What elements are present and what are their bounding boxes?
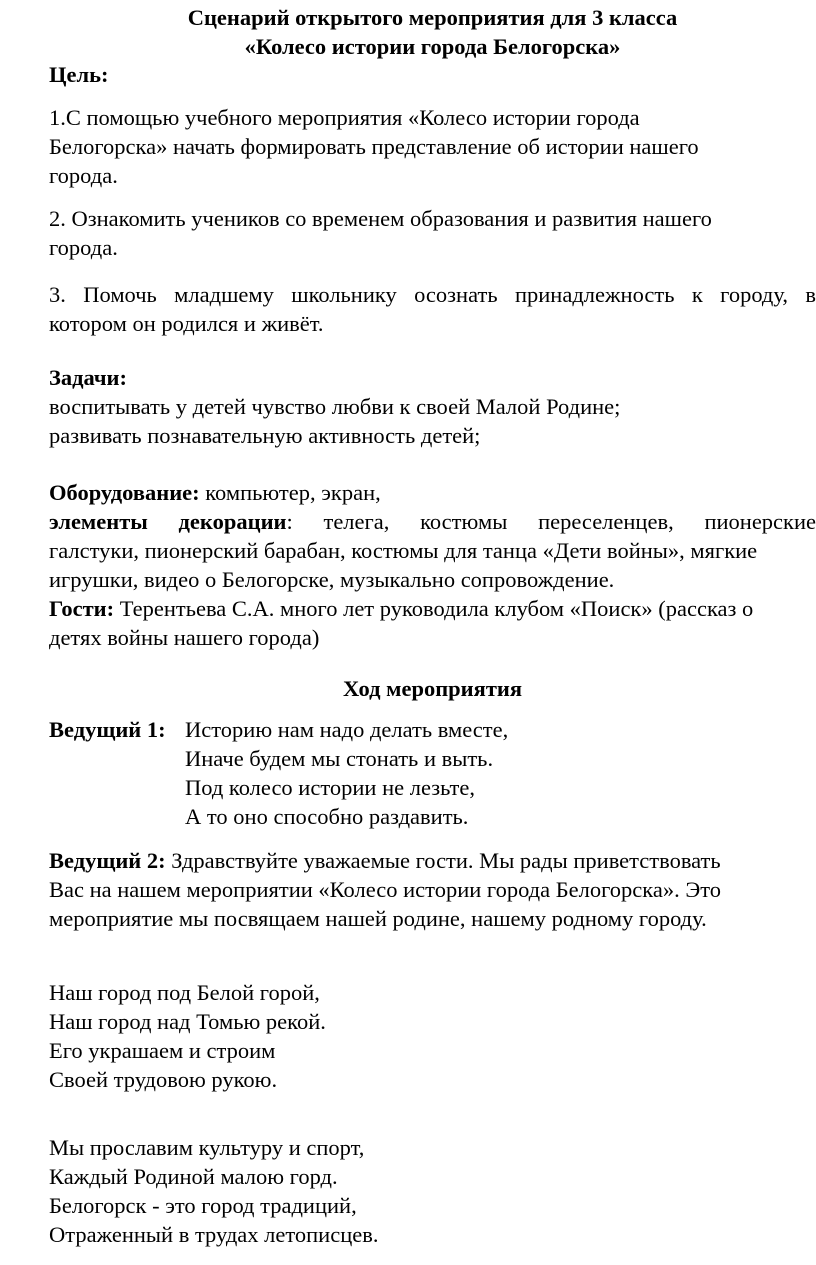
poem-line: Наш город над Томью рекой. — [49, 1009, 326, 1034]
equipment-text: компьютер, экран, — [199, 480, 381, 505]
goal-item-2 — [49, 204, 816, 262]
goal-item-1-line: 1.С помощью учебного мероприятия «Колесо истории города — [49, 105, 640, 130]
decor-label: элементы декорации — [49, 509, 287, 534]
host1-verse — [185, 715, 508, 831]
host2-line-3: мероприятие мы посвящаем нашей родине, нашему родному городу. — [49, 906, 707, 931]
host1-verse-line: Под колесо истории не лезьте, — [185, 775, 475, 800]
goal-item-1 — [49, 103, 816, 190]
task-item: воспитывать у детей чувство любви к своей Малой Родине; — [49, 394, 621, 419]
poem-line: Каждый Родиной малою горд. — [49, 1164, 338, 1189]
host1-verse-line: А то оно способно раздавить. — [185, 804, 469, 829]
decor-line-1 — [49, 507, 816, 536]
guests-line-2: детях войны нашего города) — [49, 625, 320, 650]
decor-line-1-rest: : телега, костюмы переселенцев, пионерские — [286, 509, 816, 534]
host1-verse-line: Историю нам надо делать вместе, — [185, 717, 509, 742]
goal-heading: Цель: — [49, 62, 109, 87]
title-line-2: «Колесо истории города Белогорска» — [244, 34, 621, 59]
host2-line-1-rest: Здравствуйте уважаемые гости. Мы рады приветствовать — [165, 848, 721, 873]
decor-line-3: игрушки, видео о Белогорске, музыкально сопровождение. — [49, 567, 615, 592]
guests-line-1-rest: Терентьева С.А. много лет руководила клубом «Поиск» (рассказ о — [114, 596, 754, 621]
poem-line: Своей трудовою рукою. — [49, 1067, 278, 1092]
equipment-label: Оборудование: — [49, 480, 200, 505]
goal-item-1-line: Белогорска» начать формировать представление об истории нашего — [49, 134, 699, 159]
equipment-section — [49, 478, 816, 652]
goal-item-3-line: котором он родился и живёт. — [49, 311, 324, 336]
host1-label: Ведущий 1: — [49, 717, 166, 742]
poem-stanza-1 — [49, 978, 816, 1094]
poem-line: Белогорск - это город традиций, — [49, 1193, 357, 1218]
host2-line-2: Вас на нашем мероприятии «Колесо истории города Белогорска». Это — [49, 877, 721, 902]
host2-line-1 — [49, 846, 816, 875]
goal-item-2-line: города. — [49, 235, 118, 260]
host2-label: Ведущий 2: — [49, 848, 166, 873]
goal-item-1-line: города. — [49, 163, 118, 188]
tasks-list — [49, 392, 816, 450]
host1-verse-line: Иначе будем мы стонать и выть. — [185, 746, 494, 771]
guests-line-1 — [49, 594, 816, 623]
poem-line: Наш город под Белой горой, — [49, 980, 320, 1005]
decor-line-2: галстуки, пионерский барабан, костюмы для танца «Дети войны», мягкие — [49, 538, 758, 563]
task-item: развивать познавательную активность детей; — [49, 423, 481, 448]
goal-item-3 — [49, 280, 816, 338]
guests-label: Гости: — [49, 596, 115, 621]
document-title — [49, 3, 816, 61]
title-line-1: Сценарий открытого мероприятия для 3 класса — [187, 5, 678, 30]
goal-item-2-line: 2. Ознакомить учеников со временем образования и развития нашего — [49, 206, 712, 231]
equipment-line — [49, 478, 816, 507]
poem-line: Мы прославим культуру и спорт, — [49, 1135, 365, 1160]
tasks-heading: Задачи: — [49, 365, 128, 390]
poem-stanza-2 — [49, 1133, 816, 1249]
progress-heading: Ход мероприятия — [342, 676, 523, 701]
poem-line: Его украшаем и строим — [49, 1038, 276, 1063]
goal-item-3-line: 3. Помочь младшему школьнику осознать принадлежность к городу, в — [49, 282, 816, 307]
poem-line: Отраженный в трудах летописцев. — [49, 1222, 379, 1247]
host2-block — [49, 846, 816, 933]
